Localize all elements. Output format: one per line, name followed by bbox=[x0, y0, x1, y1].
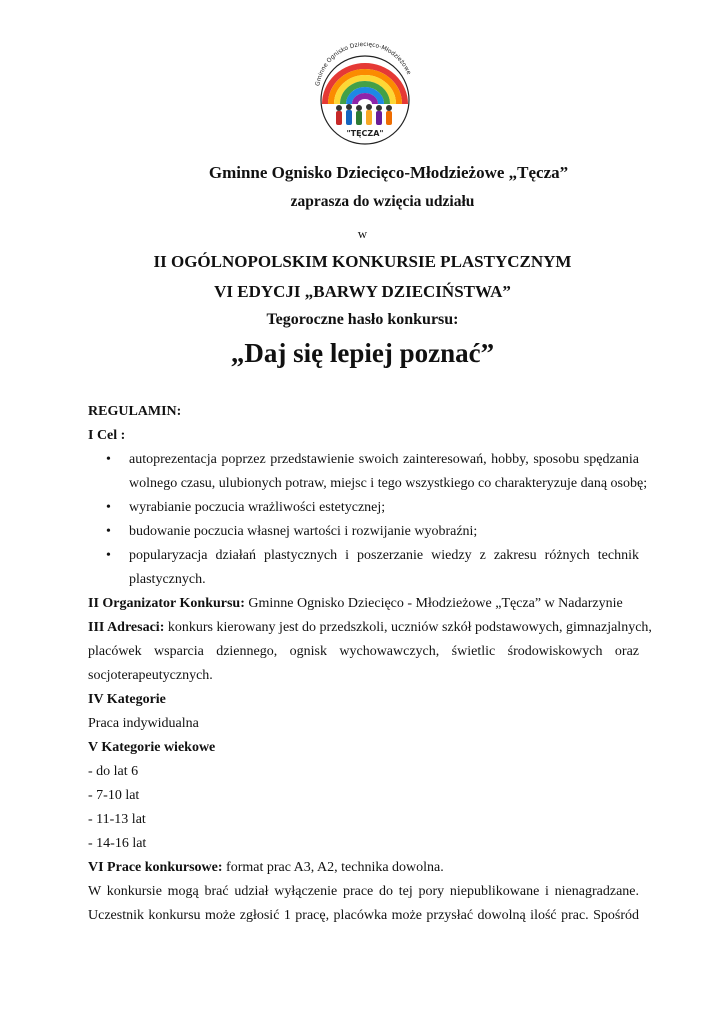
addressees-text: konkurs kierowany jest do przedszkoli, uczniów szkół podstawowych, gimnazjalnych, bbox=[164, 620, 652, 635]
age-item: - 14-16 lat bbox=[88, 836, 147, 851]
contest-title-line1: II OGÓLNOPOLSKIM KONKURSIE PLASTYCZNYM bbox=[153, 252, 572, 271]
paragraph-line1: W konkursie mogą brać udział wyłączenie prace do tej pory niepublikowane i nienagradzane. bbox=[88, 884, 639, 899]
invite-text: zaprasza do wzięcia udziału bbox=[290, 193, 475, 210]
goal-4-line2: plastycznych. bbox=[129, 572, 206, 587]
age-item: - 7-10 lat bbox=[88, 788, 140, 803]
goal-1-line1: autoprezentacja poprzez przedstawienie swoich zainteresowań, hobby, sposobu spędzania bbox=[129, 452, 639, 467]
w-text: w bbox=[357, 226, 368, 241]
slogan-intro: Tegoroczne hasło konkursu: bbox=[266, 311, 459, 328]
contest-title-line2: VI EDYCJI „BARWY DZIECIŃSTWA” bbox=[214, 282, 511, 301]
bullet-icon: • bbox=[106, 500, 111, 515]
bullet-icon: • bbox=[106, 524, 111, 539]
addressees-label: III Adresaci: bbox=[88, 620, 165, 635]
bullet-icon: • bbox=[106, 452, 111, 467]
works-section bbox=[88, 860, 444, 876]
addressees-line3: socjoterapeutycznych. bbox=[88, 668, 213, 683]
svg-text:"TĘCZA": "TĘCZA" bbox=[346, 129, 384, 138]
works-text: format prac A3, A2, technika dowolna. bbox=[222, 860, 444, 875]
addressees-line1 bbox=[88, 620, 652, 636]
tecza-logo-icon bbox=[305, 42, 425, 154]
bullet-icon: • bbox=[106, 548, 111, 563]
organizer-text: Gminne Ognisko Dziecięco - Młodzieżowe „Tęcza” w Nadarzynie bbox=[244, 596, 623, 611]
organizer-label: II Organizator Konkursu: bbox=[88, 596, 245, 611]
goal-heading: I Cel : bbox=[88, 428, 126, 443]
age-item: - 11-13 lat bbox=[88, 812, 146, 827]
organizer-section bbox=[88, 596, 623, 612]
goal-3: budowanie poczucia własnej wartości i rozwijanie wyobraźni; bbox=[129, 524, 478, 539]
slogan: „Daj się lepiej poznać” bbox=[230, 338, 495, 368]
age-heading: V Kategorie wiekowe bbox=[88, 740, 216, 755]
goal-4-line1: popularyzacja działań plastycznych i poszerzanie wiedzy z zakresu różnych technik bbox=[129, 548, 639, 563]
goal-2: wyrabianie poczucia wrażliwości estetycznej; bbox=[129, 500, 386, 515]
age-item: - do lat 6 bbox=[88, 764, 139, 779]
category-heading: IV Kategorie bbox=[88, 692, 166, 707]
paragraph-line2: Uczestnik konkursu może zgłosić 1 pracę, placówka może przysłać dowolną ilość prac. Spośród bbox=[88, 908, 639, 923]
rules-title: REGULAMIN: bbox=[88, 404, 182, 419]
svg-text:Gminne Ognisko Dziecięco-Młodz: Gminne Ognisko Dziecięco-Młodzieżowe bbox=[314, 42, 413, 87]
goal-1-line2: wolnego czasu, ulubionych potraw, miejsc i tego wszystkiego co charakteryzuje daną osobę; bbox=[129, 476, 648, 491]
works-label: VI Prace konkursowe: bbox=[88, 860, 223, 875]
category-text: Praca indywidualna bbox=[88, 716, 199, 731]
addressees-line2: placówek wsparcia dziennego, ognisk wychowawczych, świetlic środowiskowych oraz bbox=[88, 644, 639, 659]
organizer-heading: Gminne Ognisko Dziecięco-Młodzieżowe „Tęcza” bbox=[208, 163, 569, 182]
